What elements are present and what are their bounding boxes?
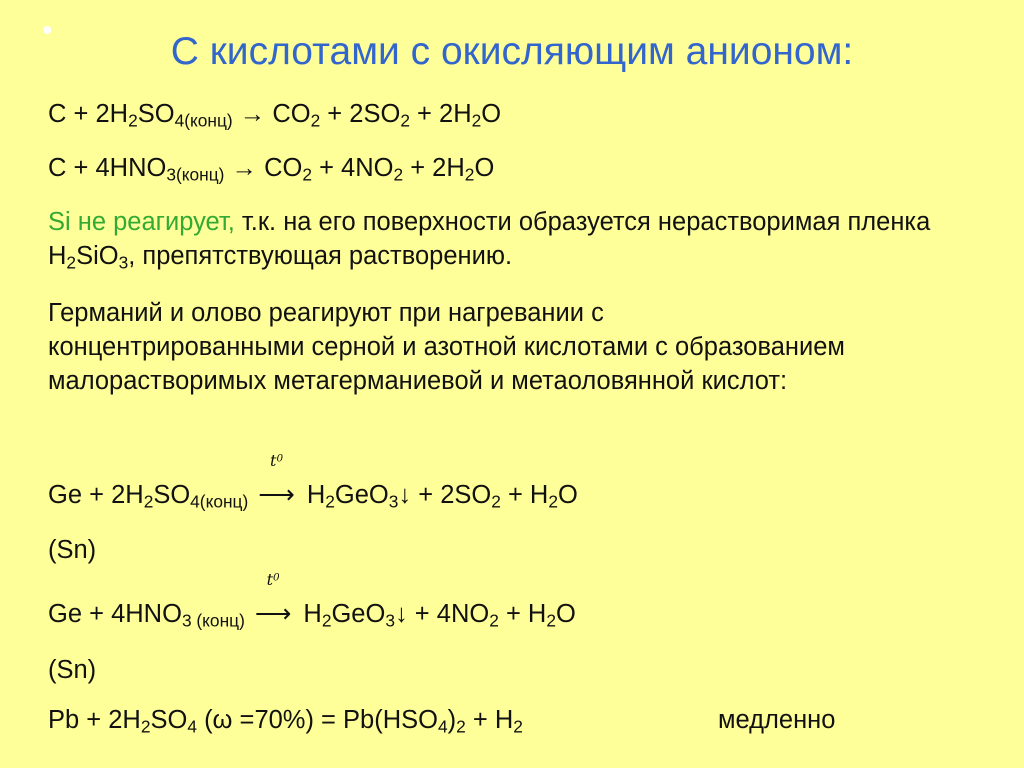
heating-arrow: $t^0$ ⟶ (258, 451, 295, 509)
tin-note-1: (Sn) (48, 536, 97, 564)
silicon-note: Si не реагирует, т.к. на его поверхности образуется нерастворимая пленка $H_2SiO_3$, препятствующая растворению. (48, 208, 931, 273)
slide-title: С кислотами с окисляющим анионом: (170, 30, 854, 73)
temperature-label: $t^0$ (270, 451, 284, 470)
equation-c-hno3: $C + 4HNO_{3(конц)} \to CO_2 + 4NO_2 + 2H_2O$ (48, 154, 495, 185)
tin-note-2: (Sn) (48, 656, 97, 684)
equation-pb-h2so4: $Pb + 2H_2SO_4$ $(\omega =70\%) = Pb(HSO_4)_2 + H_2$ медленно (48, 706, 836, 737)
slide-bullet: • (42, 14, 53, 47)
silicon-no-reaction: Si не реагирует, (48, 208, 235, 236)
slowly-label: медленно (718, 706, 836, 734)
germanium-tin-note: Германий и олово реагируют при нагревании с концентрированными серной и азотной кислотами с образованием малорастворимых метагерманиевой и метаоловянной кислот: (48, 299, 845, 395)
equation-c-h2so4: $C + 2H_2SO_{4(конц)} \to CO_2 + 2SO_2 + 2H_2O$ (48, 100, 502, 131)
temperature-label: $t^0$ (266, 570, 280, 589)
heating-arrow: $t^0$ ⟶ (254, 570, 292, 628)
equation-ge-h2so4: $Ge + 2H_2SO_{4(конц)}$ $t^0$ ⟶ $H_2GeO_3↓ + 2SO_2 + H_2O$ (48, 451, 578, 512)
equation-ge-hno3: $Ge + 4HNO_{3 (конц)}$ $t^0$ ⟶ $H_2GeO_3↓ + 4NO_2 + H_2O$ (48, 570, 576, 631)
